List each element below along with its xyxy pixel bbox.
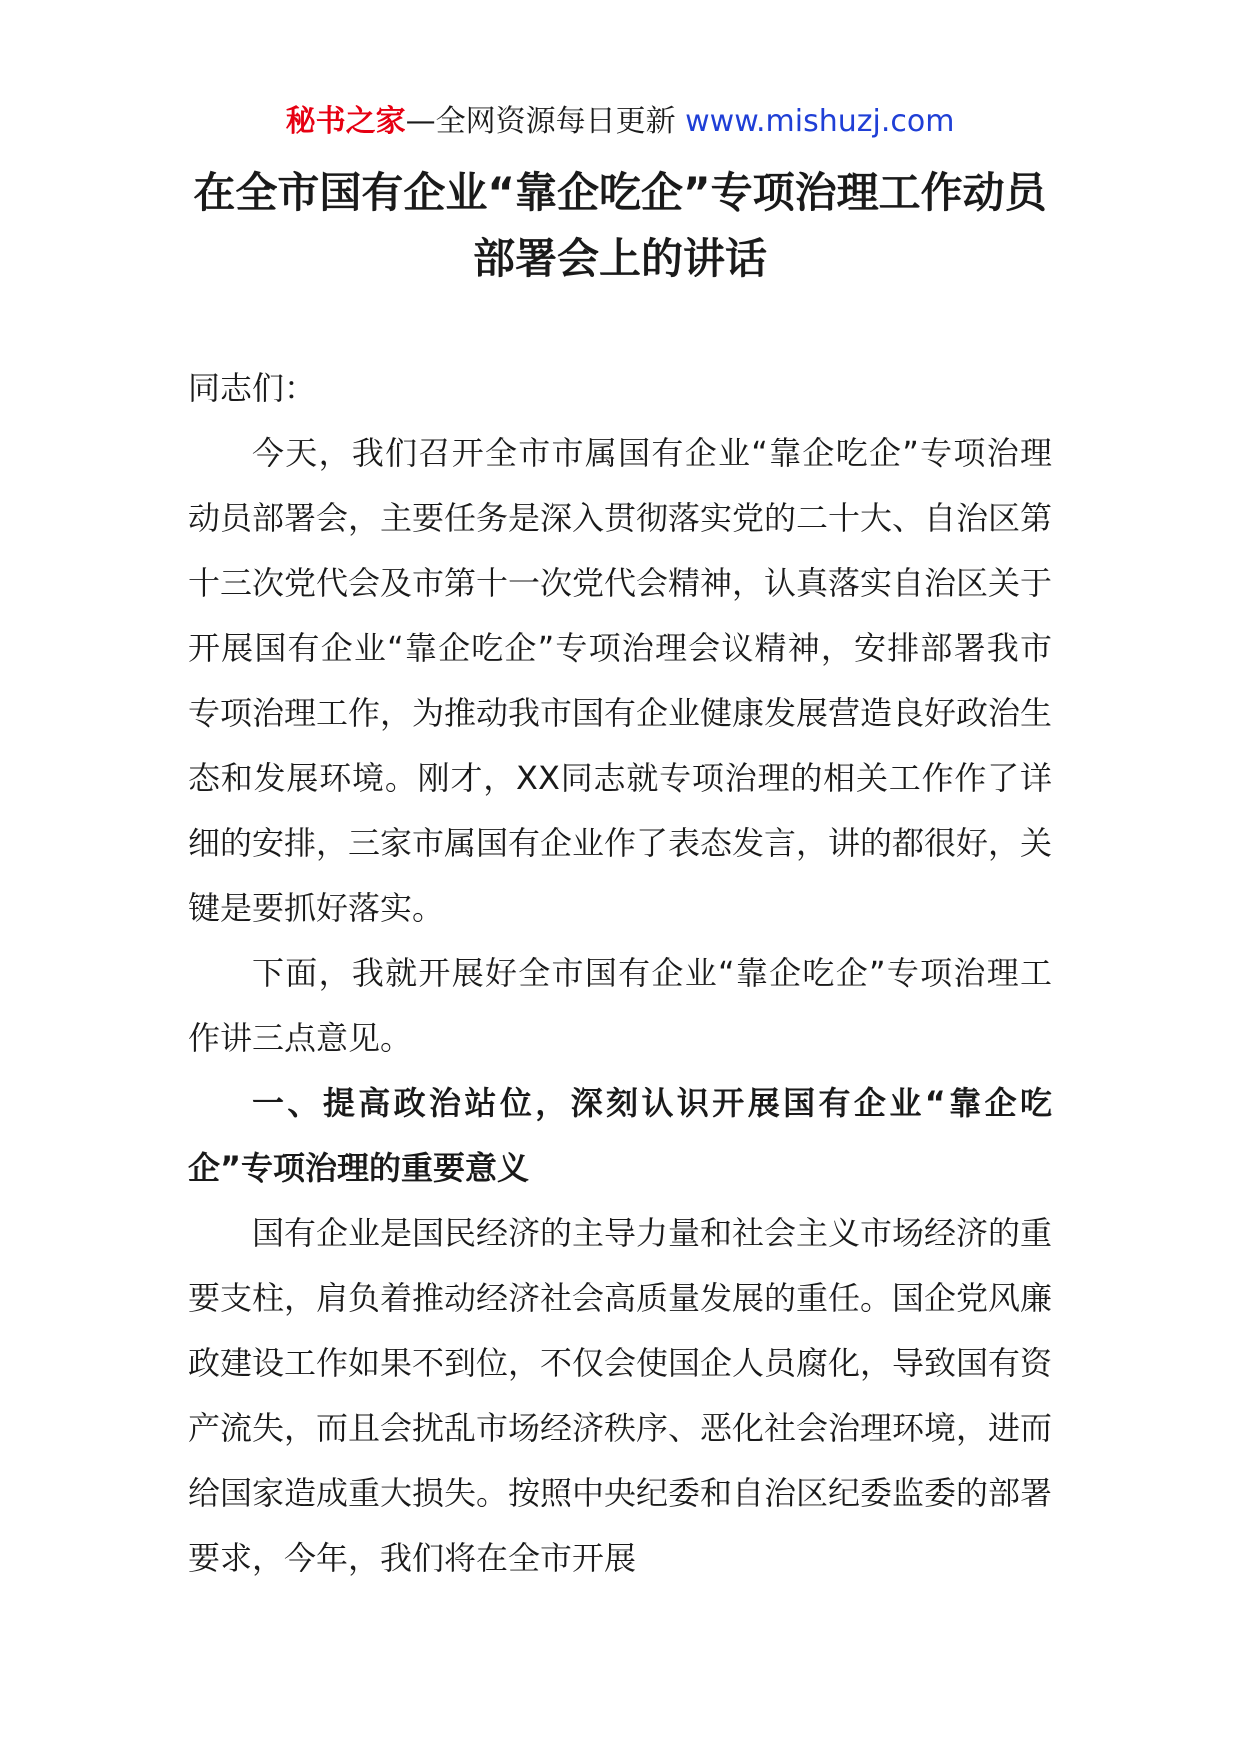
section-heading: 一、提高政治站位，深刻认识开展国有企业“靠企吃企”专项治理的重要意义 — [188, 1084, 1052, 1187]
body-paragraph: 国有企业是国民经济的主导力量和社会主义市场经济的重要支柱，肩负着推动经济社会高质量发展的重任。国企党风廉政建设工作如果不到位，不仅会使国企人员腐化，导致国有资产流失，而且会扰乱市场经济秩序、恶化社会治理环境，进而给国家造成重大损失。按照中央纪委和自治区纪委监委的部署要求，今年，我们将在全市开展 — [188, 1214, 1053, 1577]
site-header — [0, 100, 1240, 144]
document-body — [188, 356, 1052, 1591]
body-paragraph: 今天，我们召开全市市属国有企业“靠企吃企”专项治理动员部署会，主要任务是深入贯彻落实党的二十大、自治区第十三次党代会及市第十一次党代会精神，认真落实自治区关于开展国有企业“靠企吃企”专项治理会议精神，安排部署我市专项治理工作，为推动我市国有企业健康发展营造良好政治生态和发展环境。刚才，XX同志就专项治理的相关工作作了详细的安排，三家市属国有企业作了表态发言，讲的都很好，关键是要抓好落实。 — [188, 434, 1053, 927]
body-paragraph: 下面，我就开展好全市国有企业“靠企吃企”专项治理工作讲三点意见。 — [188, 954, 1052, 1057]
salutation: 同志们： — [188, 369, 317, 407]
site-slogan: —全网资源每日更新 — [405, 104, 686, 139]
document-title: 在全市国有企业“靠企吃企”专项治理工作动员部署会上的讲话 — [193, 168, 1047, 283]
site-url-link[interactable]: www.mishuzj.com — [685, 104, 955, 139]
site-brand: 秘书之家 — [285, 104, 406, 139]
